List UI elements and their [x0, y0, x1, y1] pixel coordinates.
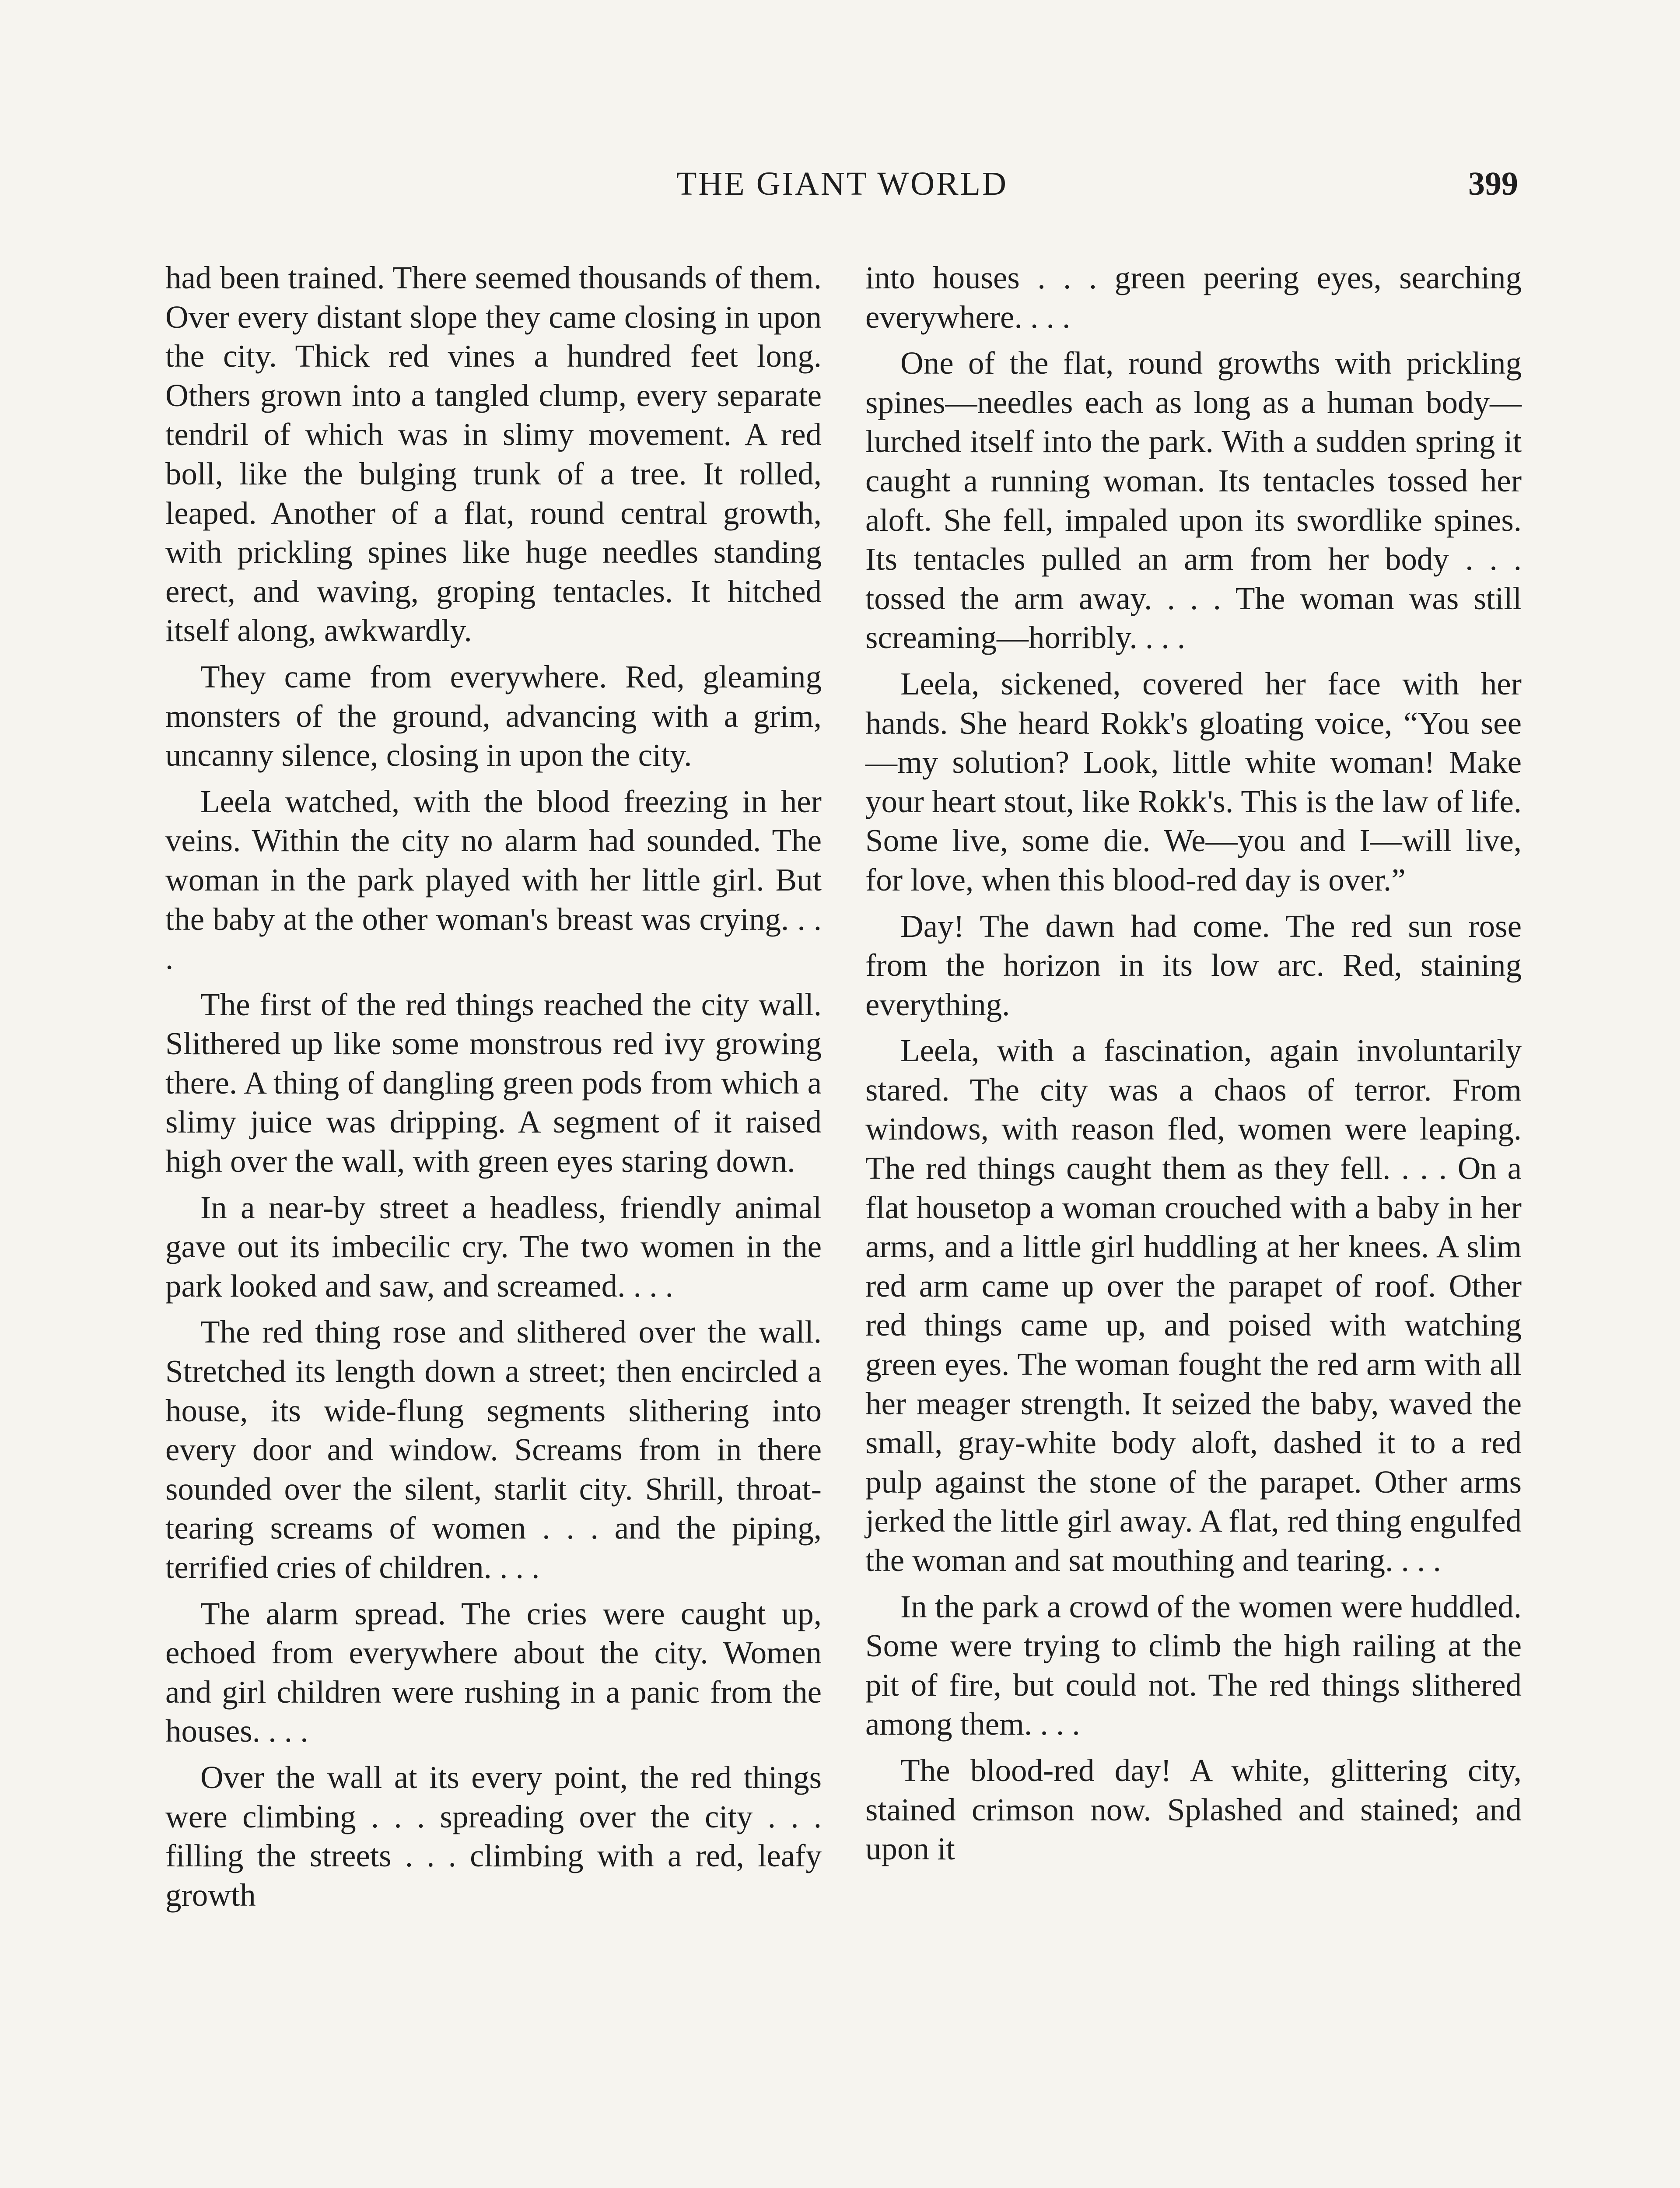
- paragraph: In the park a crowd of the women were huddled. Some were trying to climb the high railing at the pit of fire, but could not. The red things slithered among them. . . .: [865, 1588, 1522, 1742]
- paragraph: Leela, sickened, covered her face with her hands. She heard Rokk's gloating voice, “You see—my solution? Look, little white woman! Make your heart stout, like Rokk's. This is the law of life. Some live, some die. We—you and I—will live, for love, when this blood-red day is over.”: [865, 666, 1522, 898]
- paragraph: Leela, with a fascination, again involuntarily stared. The city was a chaos of terror. From windows, with reason fled, women were leaping. The red things caught them as they fell. . . . On a flat housetop a woman crouched with a baby in her arms, and a little girl huddling at her knees. A slim red arm came up over the parapet of roof. Other red things came up, and poised with watching green eyes. The woman fought the red arm with all her meager strength. It seized the baby, waved the small, gray-white body aloft, dashed it to a red pulp against the stone of the parapet. Other arms jerked the little girl away. A flat, red thing engulfed the woman and sat mouthing and tearing. . . .: [865, 1033, 1522, 1578]
- right-column: [865, 258, 1522, 1876]
- paragraph: had been trained. There seemed thousands of them. Over every distant slope they came closing in upon the city. Thick red vines a hundred feet long. Others grown into a tangled clump, every separate tendril of which was in slimy movement. A red boll, like the bulging trunk of a tree. It rolled, leaped. Another of a flat, round central growth, with prickling spines like huge needles standing erect, and waving, groping tentacles. It hitched itself along, awkwardly.: [165, 260, 822, 649]
- running-title: THE GIANT WORLD: [676, 165, 1008, 202]
- paragraph: In a near-by street a headless, friendly animal gave out its imbecilic cry. The two women in the park looked and saw, and screamed. . . .: [165, 1189, 822, 1304]
- paragraph: The first of the red things reached the city wall. Slithered up like some monstrous red ivy growing there. A thing of dangling green pods from which a slimy juice was dripping. A segment of it raised high over the wall, with green eyes staring down.: [165, 986, 822, 1179]
- paragraph: The alarm spread. The cries were caught up, echoed from everywhere about the city. Women and girl children were rushing in a panic from the houses. . . .: [165, 1595, 822, 1749]
- page-number: 399: [1468, 165, 1518, 202]
- paragraph: into houses . . . green peering eyes, searching everywhere. . . .: [865, 260, 1522, 335]
- paragraph: The blood-red day! A white, glittering city, stained crimson now. Splashed and stained; and upon it: [865, 1752, 1522, 1867]
- paragraph: Day! The dawn had come. The red sun rose from the horizon in its low arc. Red, staining everything.: [865, 908, 1522, 1022]
- paragraph: One of the flat, round growths with prickling spines—needles each as long as a human body—lurched itself into the park. With a sudden spring it caught a running woman. Its tentacles tossed her aloft. She fell, impaled upon its swordlike spines. Its tentacles pulled an arm from her body . . . tossed the arm away. . . . The woman was still screaming—horribly. . . .: [865, 345, 1522, 656]
- paragraph: They came from everywhere. Red, gleaming monsters of the ground, advancing with a grim, uncanny silence, closing in upon the city.: [165, 659, 822, 773]
- paragraph: Leela watched, with the blood freezing in her veins. Within the city no alarm had sounded. The woman in the park played with her little girl. But the baby at the other woman's breast was crying. . . .: [165, 783, 822, 976]
- left-column: [165, 258, 822, 1922]
- paragraph: The red thing rose and slithered over the wall. Stretched its length down a street; then encircled a house, its wide-flung segments slithering into every door and window. Screams from in there sounded over the silent, starlit city. Shrill, throat-tearing screams of women . . . and the piping, terrified cries of children. . . .: [165, 1314, 822, 1585]
- paragraph: Over the wall at its every point, the red things were climbing . . . spreading over the city . . . filling the streets . . . climbing with a red, leafy growth: [165, 1759, 822, 1913]
- running-head: [166, 162, 1518, 206]
